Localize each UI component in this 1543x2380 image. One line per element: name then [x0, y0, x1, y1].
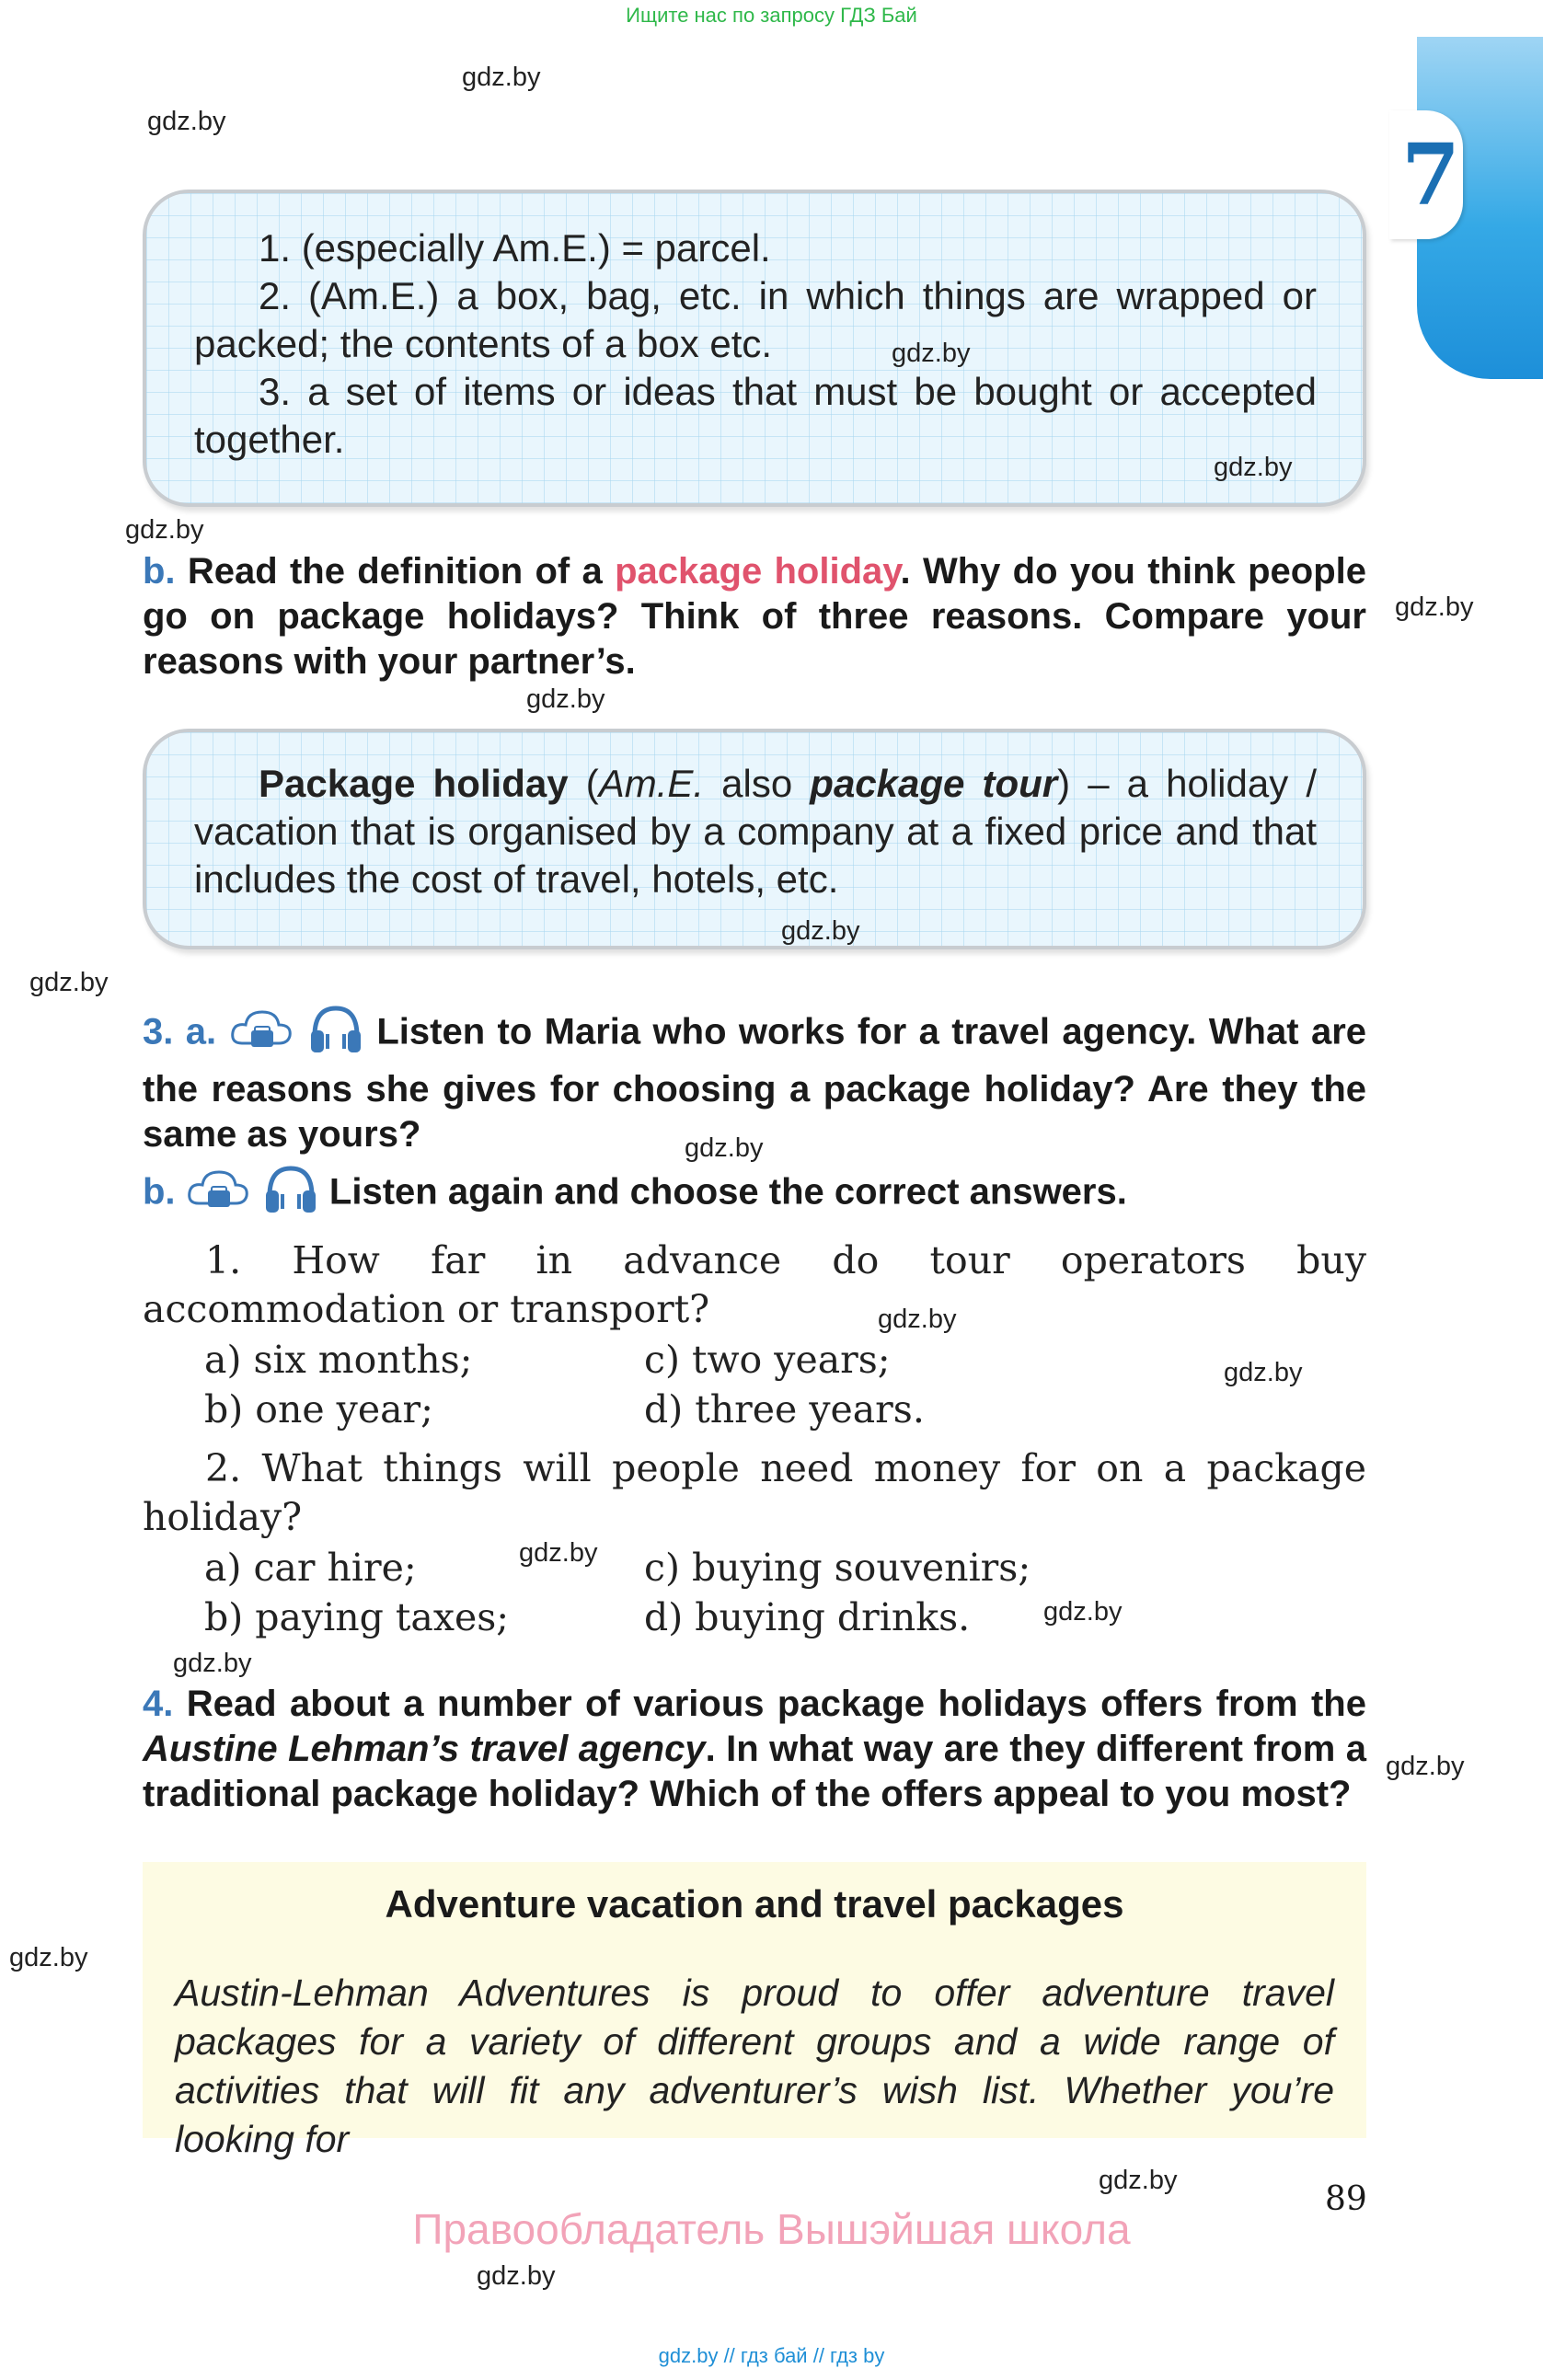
watermark: gdz.by: [781, 916, 860, 946]
watermark: gdz.by: [147, 107, 226, 136]
page-number: 89: [1325, 2180, 1367, 2218]
watermark: gdz.by: [1043, 1597, 1123, 1627]
watermark: gdz.by: [125, 515, 204, 545]
watermark: gdz.by: [29, 968, 109, 997]
task-label: b.: [143, 1171, 176, 1213]
task-label: 4.: [143, 1684, 174, 1724]
reading-title: Adventure vacation and travel packages: [385, 1882, 1124, 1926]
task-label: 3. a.: [143, 1011, 217, 1052]
highlight-term: package holiday: [615, 551, 901, 592]
definition-line: 1. (especially Am.E.) = parcel.: [259, 226, 771, 270]
definition-rest: ) – a holiday / vacation that is organised by a company at a fixed price and that includes the cost of travel, hotels, etc.: [194, 762, 1317, 901]
option-d: d) three years.: [644, 1387, 925, 1431]
option-a: a) six months;: [204, 1338, 473, 1382]
option-b: b) one year;: [204, 1387, 433, 1431]
paren: (: [585, 762, 599, 805]
watermark: gdz.by: [1214, 453, 1293, 482]
option-b: b) paying taxes;: [204, 1595, 510, 1639]
definition-term: Package holiday: [259, 762, 569, 805]
chapter-number: 7: [1389, 110, 1463, 239]
definition-box-package-holiday: [143, 729, 1366, 949]
definition-text: [194, 760, 1317, 903]
task-text: Read about a number of various package holidays offers from the: [186, 1684, 1366, 1724]
option-c: c) two years;: [644, 1338, 891, 1382]
cloud-audio-icon: [186, 1163, 252, 1225]
definition-line: 3. a set of items or ideas that must be bought or accepted together.: [194, 370, 1317, 461]
option-d: d) buying drinks.: [644, 1595, 971, 1639]
task-text: Listen to Maria who works for a travel agency. What are the reasons she gives for choosing a package holiday? Are they the same as yours?: [143, 1011, 1367, 1155]
watermark: gdz.by: [892, 339, 971, 368]
task-3a: [143, 1001, 1366, 1157]
watermark: gdz.by: [1224, 1358, 1303, 1387]
headphones-icon: [307, 1001, 364, 1067]
copyright-holder: Правообладатель Вышэйшая школа: [412, 2205, 1131, 2253]
watermark: gdz.by: [526, 684, 605, 714]
watermark: gdz.by: [462, 63, 541, 92]
reading-text: Austin-Lehman Adventures is proud to offer adventure travel packages for a variety of different groups and a wide range of activities that will fit any adventurer’s wish list. Whether you’re looking for: [175, 1972, 1334, 2160]
top-banner: Ищите нас по запросу ГДЗ Бай: [626, 4, 917, 27]
watermark: gdz.by: [9, 1943, 88, 1972]
definition-line: 2. (Am.E.) a box, bag, etc. in which things are wrapped or packed; the contents of a box etc.: [194, 274, 1317, 365]
question-1: 1. How far in advance do tour operators buy accommodation or transport?: [143, 1238, 1366, 1331]
watermark: gdz.by: [685, 1133, 764, 1163]
ame-label: Am.E.: [598, 762, 705, 805]
task-b: [143, 549, 1366, 684]
option-a: a) car hire;: [204, 1546, 417, 1590]
task-3b: [143, 1161, 1366, 1227]
definition-box: [143, 190, 1366, 507]
watermark: gdz.by: [519, 1538, 598, 1568]
watermark: gdz.by: [1395, 592, 1474, 622]
also: also: [704, 762, 811, 805]
option-c: c) buying souvenirs;: [644, 1546, 1031, 1590]
agency-name: Austine Lehman’s travel agency: [143, 1729, 706, 1769]
watermark: gdz.by: [1099, 2166, 1178, 2195]
question-2: 2. What things will people need money for on a package holiday?: [143, 1446, 1366, 1539]
task-text: . In what way are they different from a traditional package holiday? Which of the offers appeal to you most?: [143, 1729, 1366, 1814]
watermark: gdz.by: [477, 2261, 556, 2291]
task-text: Read the definition of a: [187, 551, 603, 592]
watermark: gdz.by: [878, 1305, 957, 1334]
task-text: Listen again and choose the correct answers.: [328, 1171, 1127, 1213]
bottom-banner: gdz.by // гдз бай // гдз by: [658, 2344, 885, 2367]
headphones-icon: [262, 1161, 319, 1227]
watermark: gdz.by: [1386, 1752, 1465, 1781]
cloud-audio-icon: [229, 1003, 295, 1065]
watermark: gdz.by: [173, 1649, 252, 1678]
task-4: [143, 1682, 1366, 1817]
alt-term: package tour: [810, 762, 1058, 805]
task-text: . Why do you think people go on package holidays? Think of three reasons. Compare your reasons with your partner’s.: [143, 551, 1366, 682]
task-label: b.: [143, 551, 176, 592]
